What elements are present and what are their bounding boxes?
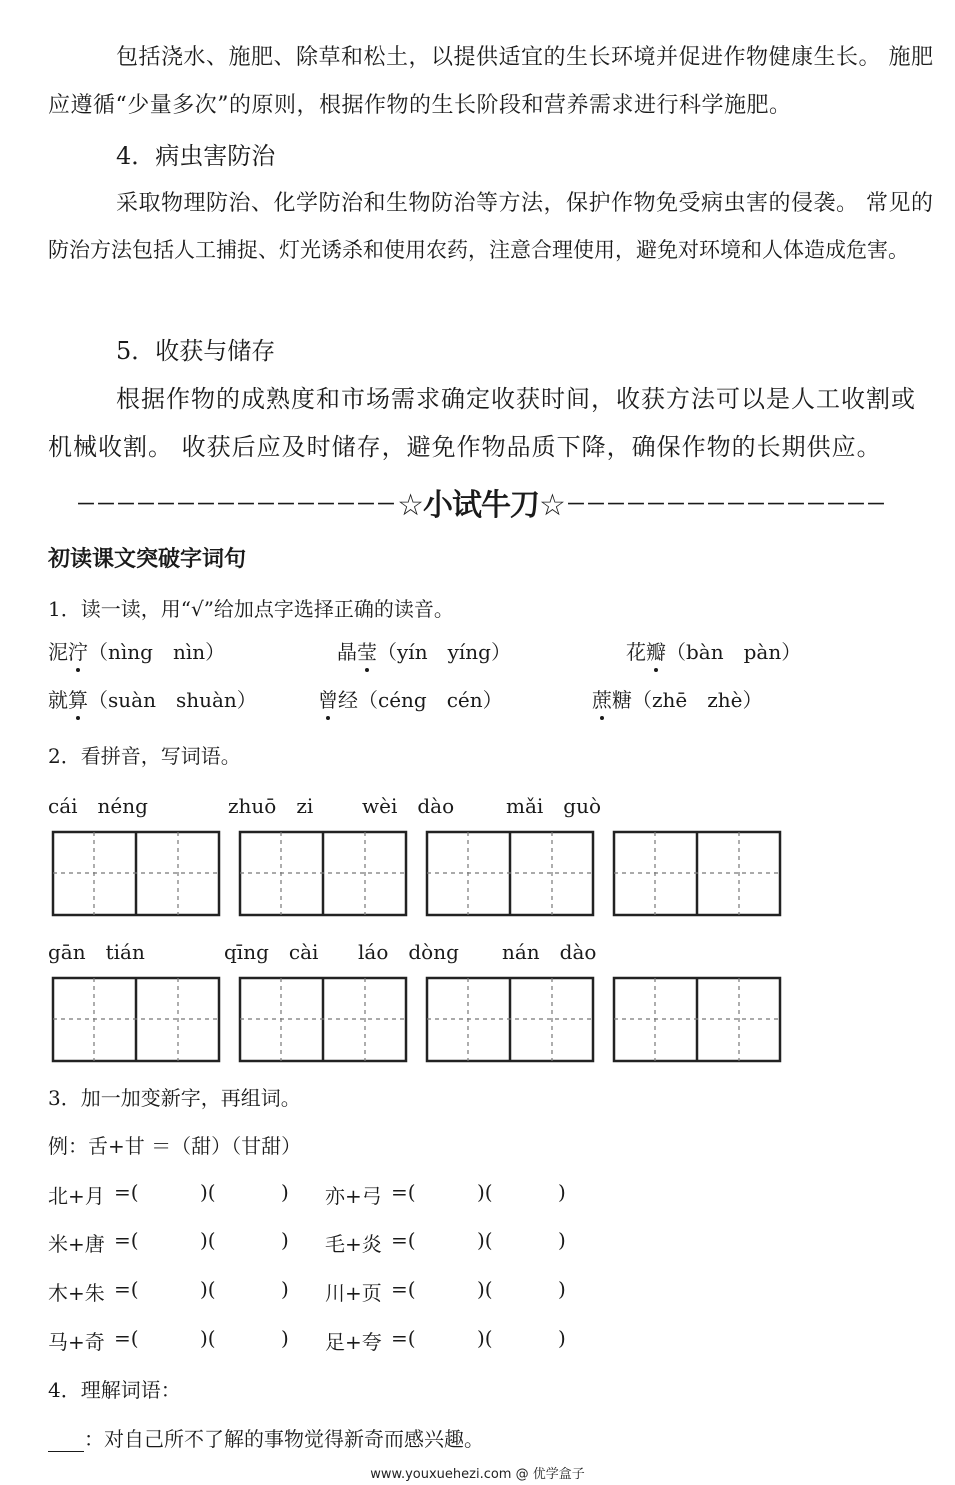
pinyin-options[interactable]: （nìng nìn）	[88, 640, 226, 664]
footer-watermark: www.youxuehezi.com @ 优学盒子	[370, 1467, 585, 1482]
pinyin-label: nán dào	[502, 940, 597, 964]
dotted-char: 莹	[357, 636, 377, 665]
char-sum: 毛+炎	[325, 1232, 382, 1256]
writing-grid[interactable]	[239, 977, 407, 1062]
char-sum: 米+唐	[48, 1232, 105, 1256]
paren-close[interactable]: )	[558, 1326, 566, 1350]
equals-paren: =(	[391, 1326, 416, 1350]
pinyin-options[interactable]: （zhē zhè）	[632, 688, 763, 712]
paren-separator[interactable]: )(	[477, 1180, 493, 1204]
dotted-char: 泞	[68, 636, 88, 665]
paragraph-line: 根据作物的成熟度和市场需求确定收获时间，收获方法可以是人工收割或	[116, 385, 916, 413]
paren-separator[interactable]: )(	[477, 1228, 493, 1252]
dotted-char: 蔗	[592, 684, 612, 713]
writing-grid[interactable]	[239, 831, 407, 916]
char-sum: 木+朱	[48, 1281, 105, 1305]
paragraph-line: 应遵循“少量多次”的原则，根据作物的生长阶段和营养需求进行科学施肥。	[48, 93, 792, 118]
dotted-char: 算	[68, 684, 88, 713]
char-sum: 马+奇	[48, 1330, 105, 1354]
question-1-prompt: 1．读一读，用“√”给加点字选择正确的读音。	[48, 597, 454, 621]
equals-paren: =(	[114, 1277, 139, 1301]
pinyin-options[interactable]: （céng cén）	[358, 688, 503, 712]
paren-close[interactable]: )	[558, 1228, 566, 1252]
equals-paren: =(	[114, 1180, 139, 1204]
pinyin-label: zhuō zi	[228, 794, 314, 818]
writing-grid[interactable]	[426, 977, 594, 1062]
char-sum: 足+夸	[325, 1330, 382, 1354]
equals-paren: =(	[391, 1180, 416, 1204]
pinyin-label: gān tián	[48, 940, 145, 964]
reading-item: 曾经（céng cén）	[318, 684, 503, 713]
paren-close[interactable]: )	[281, 1326, 289, 1350]
char-sum: 北+月	[48, 1184, 105, 1208]
paragraph-line: 机械收割。 收获后应及时储存，避免作物品质下降，确保作物的长期供应。	[48, 433, 882, 461]
pinyin-label: qīng cài	[224, 940, 319, 964]
divider-dashes-left: －－－－－－－－－－－－－－－－	[76, 491, 396, 516]
paragraph-line: 采取物理防治、化学防治和生物防治等方法，保护作物免受病虫害的侵袭。 常见的	[116, 191, 934, 216]
pinyin-options[interactable]: （bàn pàn）	[666, 640, 802, 664]
paragraph-line: 包括浇水、施肥、除草和松土，以提供适宜的生长环境并促进作物健康生长。 施肥	[116, 45, 934, 70]
char-sum: 亦+弓	[325, 1184, 382, 1208]
exercise-heading: 初读课文突破字词句	[48, 547, 247, 572]
writing-grid[interactable]	[426, 831, 594, 916]
writing-grid[interactable]	[52, 977, 220, 1062]
equals-paren: =(	[114, 1326, 139, 1350]
pinyin-label: cái néng	[48, 794, 148, 818]
pinyin-label: wèi dào	[362, 794, 455, 818]
paren-separator[interactable]: )(	[200, 1180, 216, 1204]
paren-separator[interactable]: )(	[477, 1326, 493, 1350]
pinyin-label: mǎi guò	[506, 794, 602, 818]
paren-close[interactable]: )	[558, 1180, 566, 1204]
dotted-char: 瓣	[646, 636, 666, 665]
writing-grid[interactable]	[52, 831, 220, 916]
paragraph-line: 防治方法包括人工捕捉、灯光诱杀和使用农药，注意合理使用，避免对环境和人体造成危害。	[48, 238, 909, 262]
section-heading: 4．病虫害防治	[116, 142, 276, 170]
section-heading: 5．收获与储存	[116, 337, 276, 365]
char-sum: 川+页	[325, 1281, 382, 1305]
definition-line	[48, 1423, 484, 1452]
paren-separator[interactable]: )(	[200, 1326, 216, 1350]
question-3-prompt: 3．加一加变新字，再组词。	[48, 1086, 301, 1110]
definition-text: ：对自己所不了解的事物觉得新奇而感兴趣。	[84, 1427, 484, 1451]
reading-item: 蔗糖（zhē zhè）	[592, 684, 763, 713]
divider-dashes-right: －－－－－－－－－－－－－－－－	[565, 491, 886, 516]
reading-item: 花瓣（bàn pàn）	[626, 636, 801, 665]
paren-close[interactable]: )	[281, 1228, 289, 1252]
paren-separator[interactable]: )(	[200, 1277, 216, 1301]
reading-item: 泥泞（nìng nìn）	[48, 636, 225, 665]
paren-close[interactable]: )	[281, 1180, 289, 1204]
practice-divider	[76, 480, 886, 524]
paren-separator[interactable]: )(	[477, 1277, 493, 1301]
pinyin-options[interactable]: （suàn shuàn）	[88, 688, 257, 712]
question-2-prompt: 2．看拼音，写词语。	[48, 744, 241, 768]
reading-item: 晶莹（yín yíng）	[337, 636, 511, 665]
reading-item: 就算（suàn shuàn）	[48, 684, 257, 713]
answer-blank[interactable]	[48, 1433, 84, 1452]
writing-grid[interactable]	[613, 977, 781, 1062]
dotted-char: 曾	[318, 684, 338, 713]
pinyin-label: láo dòng	[358, 940, 459, 964]
writing-grid[interactable]	[613, 831, 781, 916]
example-line: 例：舌+甘 ＝（甜）（甘甜）	[48, 1134, 302, 1158]
equals-paren: =(	[391, 1277, 416, 1301]
paren-close[interactable]: )	[281, 1277, 289, 1301]
pinyin-options[interactable]: （yín yíng）	[377, 640, 511, 664]
paren-close[interactable]: )	[558, 1277, 566, 1301]
question-4-prompt: 4．理解词语：	[48, 1378, 181, 1402]
equals-paren: =(	[391, 1228, 416, 1252]
paren-separator[interactable]: )(	[200, 1228, 216, 1252]
practice-title: ☆小试牛刀☆	[397, 488, 565, 523]
equals-paren: =(	[114, 1228, 139, 1252]
